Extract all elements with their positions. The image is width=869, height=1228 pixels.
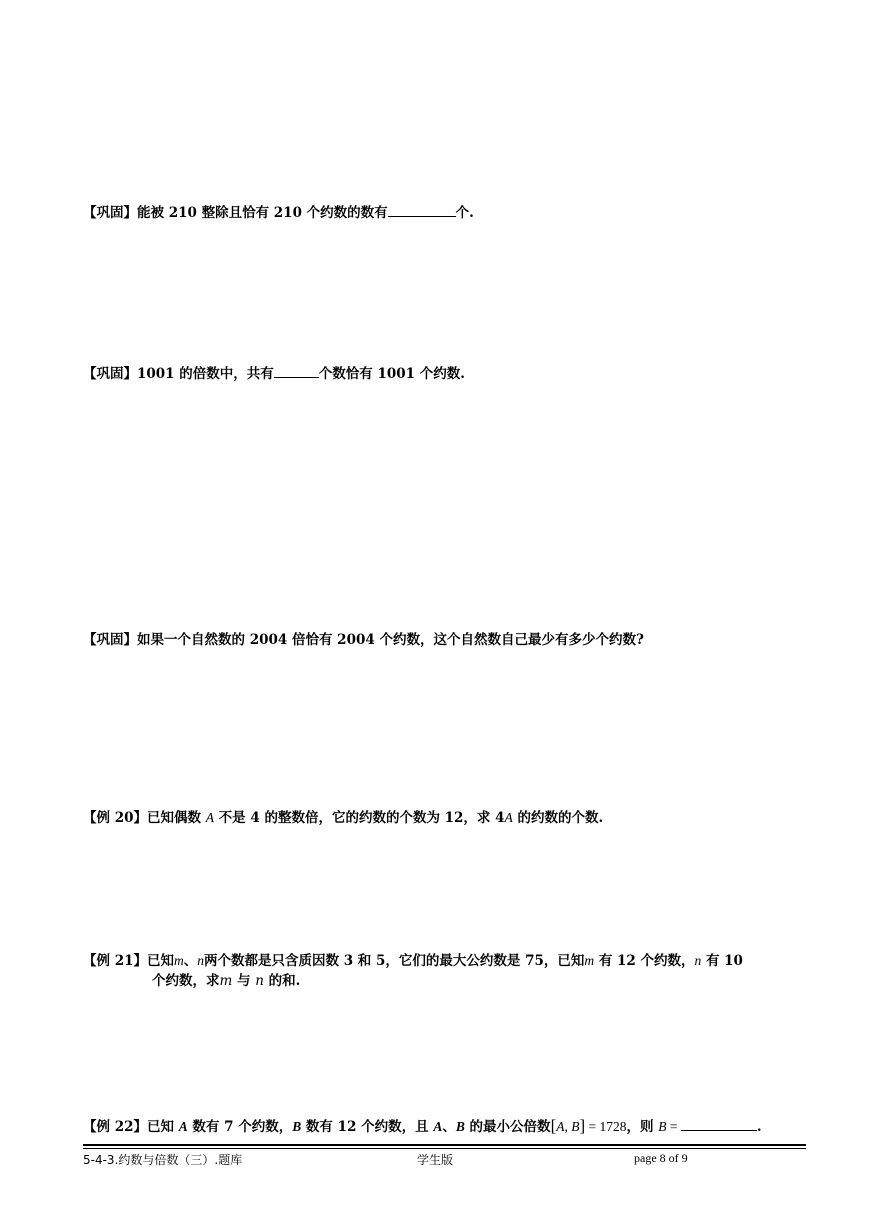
problem-text: 与 [232, 973, 256, 989]
problem-text: 已知 [147, 953, 174, 969]
problem-text: 已知 [147, 1119, 179, 1135]
problem-tag: 【例 20】 [83, 810, 147, 826]
problem-tag: 【例 22】 [83, 1119, 147, 1135]
footer-left: 5-4-3.约数与倍数（三）.题库 [83, 1153, 243, 1167]
variable: m [219, 973, 233, 989]
variable: A [178, 1119, 188, 1134]
problem-tag: 【巩固】 [83, 205, 137, 221]
problem-text: 个约数，求 [152, 973, 220, 989]
problem-text: 、 [183, 953, 198, 969]
separator: , [564, 1119, 572, 1134]
variable: m [174, 953, 184, 968]
problem-text: 如果一个自然数的 2004 倍恰有 2004 个约数，这个自然数自己最少有多少个约数? [137, 632, 644, 648]
problem-3 [83, 631, 644, 650]
footer-rule-thick [83, 1144, 806, 1146]
problem-text: 、 [442, 1119, 456, 1135]
problem-text: 能被 210 整除且恰有 210 个约数的数有 [137, 205, 388, 221]
problem-1 [83, 203, 474, 223]
bracket-open: [ [550, 1116, 557, 1135]
variable: A [205, 810, 214, 825]
example-21 [83, 951, 743, 971]
problem-text: 不是 4 的整数倍，它的约数的个数为 12，求 4 [213, 810, 505, 826]
problem-text: 有 10 [701, 953, 743, 969]
answer-blank[interactable] [274, 364, 319, 378]
variable: n [694, 953, 702, 968]
equals-sign: = [666, 1119, 681, 1134]
variable: B [571, 1119, 580, 1134]
problem-tag: 【巩固】 [83, 632, 137, 648]
footer-page-number: page 8 of 9 [634, 1151, 688, 1165]
variable: B [292, 1119, 302, 1134]
footer-rule-thin [83, 1148, 806, 1149]
variable: n [255, 973, 264, 989]
problem-text: 两个数都是只含质因数 3 和 5，它们的最大公约数是 75，已知 [204, 953, 585, 969]
problem-text: 已知偶数 [147, 810, 206, 826]
problem-text-end: . [756, 1119, 762, 1135]
problem-text-end: 个数恰有 1001 个约数. [318, 366, 465, 382]
problem-text: 有 12 个约数， [594, 953, 695, 969]
variable: A [433, 1119, 443, 1134]
example-20 [83, 808, 603, 828]
variable: A [556, 1119, 565, 1134]
problem-text: ，则 [626, 1119, 659, 1135]
variable: B [658, 1119, 667, 1134]
lcm-expression [550, 1116, 627, 1135]
problem-tag: 【例 21】 [83, 953, 147, 969]
problem-text: 的约数的个数. [512, 810, 604, 826]
problem-2 [83, 364, 465, 384]
example-22 [83, 1116, 762, 1137]
problem-text: 数有 12 个约数，且 [301, 1119, 434, 1135]
variable: n [197, 953, 204, 968]
footer-center: 学生版 [417, 1153, 454, 1167]
variable: B [455, 1119, 465, 1134]
bracket-close: ] [579, 1116, 586, 1135]
variable: A [504, 810, 513, 825]
example-21-line-2 [152, 972, 300, 991]
problem-text: 的最小公倍数 [464, 1119, 551, 1135]
answer-blank[interactable] [388, 203, 456, 217]
problem-text: 1001 的倍数中，共有 [137, 366, 274, 382]
variable: m [584, 953, 595, 968]
problem-text: 的和. [263, 973, 301, 989]
answer-blank[interactable] [681, 1117, 757, 1131]
lcm-value: = 1728 [585, 1119, 627, 1134]
problem-text-end: 个. [455, 205, 474, 221]
problem-tag: 【巩固】 [83, 366, 137, 382]
problem-text: 数有 7 个约数， [187, 1119, 293, 1135]
